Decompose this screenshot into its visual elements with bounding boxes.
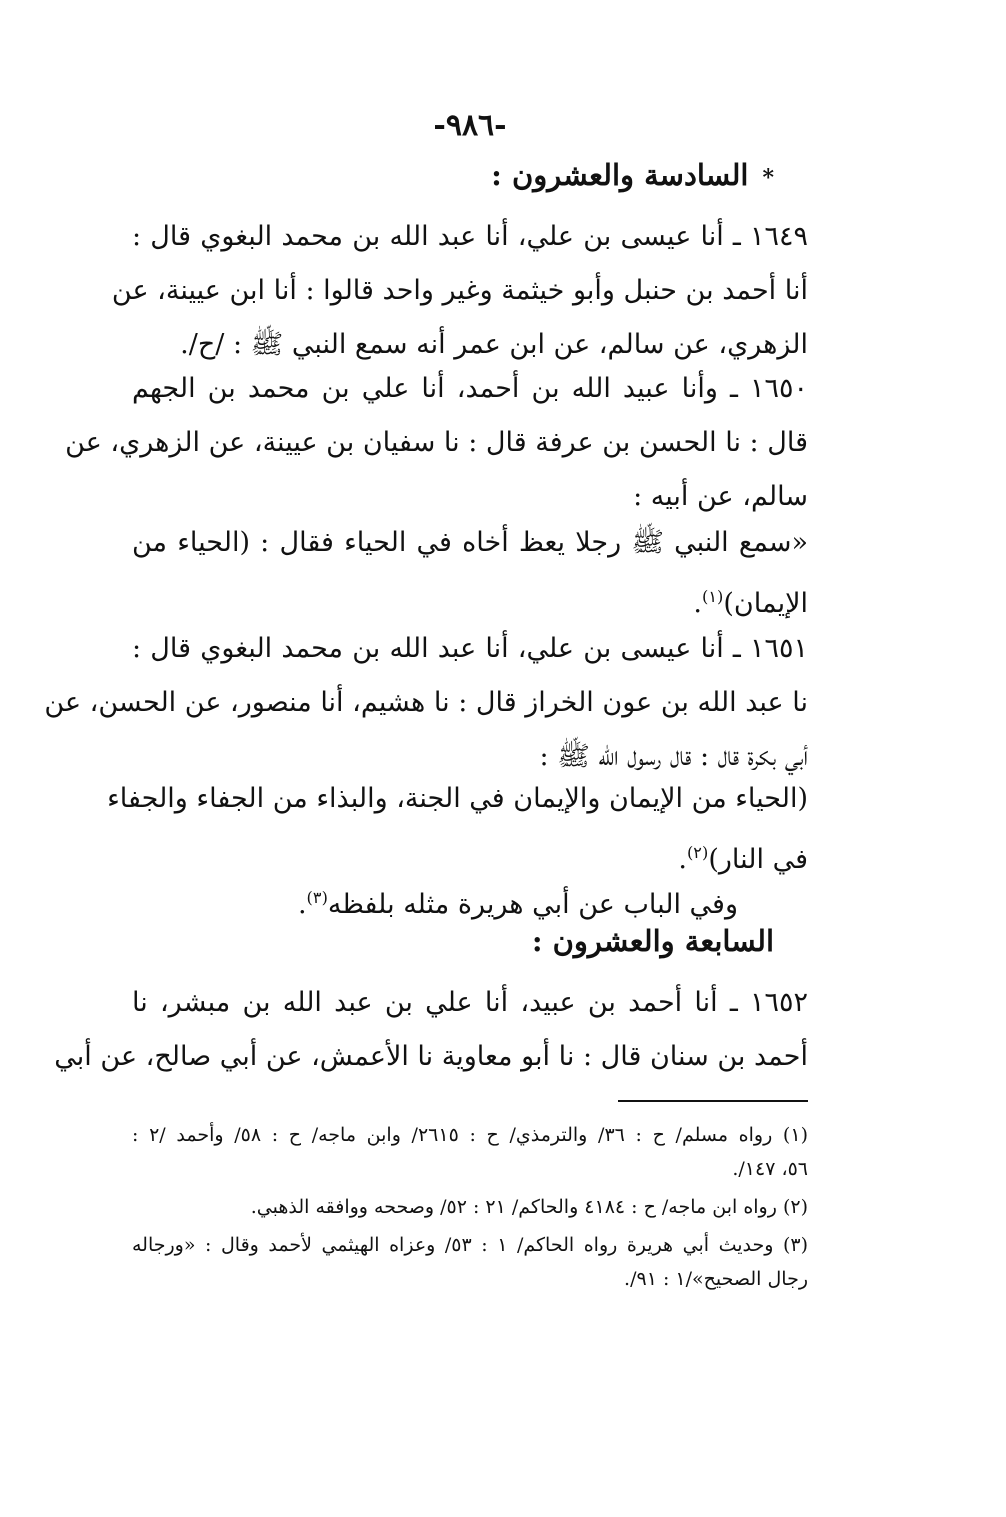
hadith-1651 <box>44 622 808 784</box>
hadith-1650-line-1: ١٦٥٠ ـ وأنا عبيد الله بن أحمد، أنا علي بن محمد بن الجهم <box>132 373 808 404</box>
footnote-3 <box>132 1228 808 1296</box>
hadith-1649-line-3: الزهري، عن سالم، عن ابن عمر أنه سمع النبي ﷺ : /ح/. <box>180 329 808 360</box>
footnote-1 <box>132 1118 808 1186</box>
hadith-1651-line-2: نا عبد الله بن عون الخراز قال : نا هشيم، أنا منصور، عن الحسن، عن <box>44 687 808 718</box>
hadith-1652-line-1: ١٦٥٢ ـ أنا أحمد بن عبيد، أنا علي بن عبد الله بن مبشر، نا <box>132 987 808 1018</box>
bullet-marker: * <box>762 165 774 191</box>
hadith-text-1-end: . <box>693 588 703 619</box>
footnote-2 <box>132 1190 808 1224</box>
hadith-text-2-line-1: (الحياء من الإيمان والإيمان في الجنة، والبذاء من الجفاء والجفاء <box>107 783 808 814</box>
heading-26-text: السادسة والعشرون : <box>491 158 749 192</box>
bab-note-text <box>298 889 808 920</box>
hadith-1649 <box>111 210 808 372</box>
footnote-ref-3: (٣) <box>306 888 328 907</box>
hadith-1650-line-3: سالم، عن أبيه : <box>633 481 808 512</box>
hadith-text-2-line-2-text: في النار) <box>708 844 808 875</box>
bab-note-end: . <box>297 889 307 920</box>
section-heading-26 <box>491 158 774 192</box>
footnote-1-line-2: ٥٦، ١٤٧/. <box>732 1158 808 1180</box>
hadith-text-1-line-2-text: الإيمان) <box>723 588 808 619</box>
page-number: -٩٨٦- <box>433 108 507 143</box>
footnote-2-line-1: (٢) رواه ابن ماجه/ ح : ٤١٨٤ والحاكم/ ٢١ : ٥٢/ وصححه ووافقه الذهبي. <box>250 1196 808 1218</box>
footnote-1-line-1: (١) رواه مسلم/ ح : ٣٦/ والترمذي/ ح : ٢٦١٥/ وابن ماجه/ ح : ٥٨/ وأحمد /٢ : <box>132 1124 808 1146</box>
hadith-1649-line-1: ١٦٤٩ ـ أنا عيسى بن علي، أنا عبد الله بن محمد البغوي قال : <box>132 221 808 252</box>
footnote-ref-2: (٢) <box>686 843 709 862</box>
footnote-3-line-1: (٣) وحديث أبي هريرة رواه الحاكم/ ١ : ٥٣/ وعزاه الهيثمي لأحمد وقال : «ورجاله <box>132 1234 809 1256</box>
footnote-3-line-2: رجال الصحيح»/١ : ٩١/. <box>624 1268 808 1290</box>
hadith-text-1 <box>132 516 808 631</box>
bab-note-label: وفي الباب عن أبي هريرة مثله بلفظه <box>327 889 738 920</box>
hadith-1652-line-2: أحمد بن سنان قال : نا أبو معاوية نا الأعمش، عن أبي صالح، عن أبي <box>54 1041 808 1072</box>
hadith-1651-line-1: ١٦٥١ ـ أنا عيسى بن علي، أنا عبد الله بن محمد البغوي قال : <box>132 633 808 664</box>
hadith-1650-line-2: قال : نا الحسن بن عرفة قال : نا سفيان بن عيينة، عن الزهري، عن <box>65 427 808 458</box>
hadith-text-1-line-1: «سمع النبي ﷺ رجلا يعظ أخاه في الحياء فقال : (الحياء من <box>132 527 808 558</box>
bab-note <box>132 872 808 931</box>
hadith-text-2-end: . <box>678 844 687 875</box>
hadith-1649-line-2: أنا أحمد بن حنبل وأبو خيثمة وغير واحد قالوا : أنا ابن عيينة، عن <box>111 275 808 306</box>
section-heading-27: السابعة والعشرون : <box>531 924 774 958</box>
hadith-1650 <box>65 362 808 524</box>
hadith-1652 <box>54 976 808 1084</box>
hadith-1651-line-3: أبي بكرة قال : قال رسول الله ﷺ : <box>539 741 808 772</box>
footnote-separator <box>618 1100 808 1102</box>
hadith-text-2 <box>107 772 808 887</box>
footnote-ref-1: (١) <box>702 587 724 606</box>
